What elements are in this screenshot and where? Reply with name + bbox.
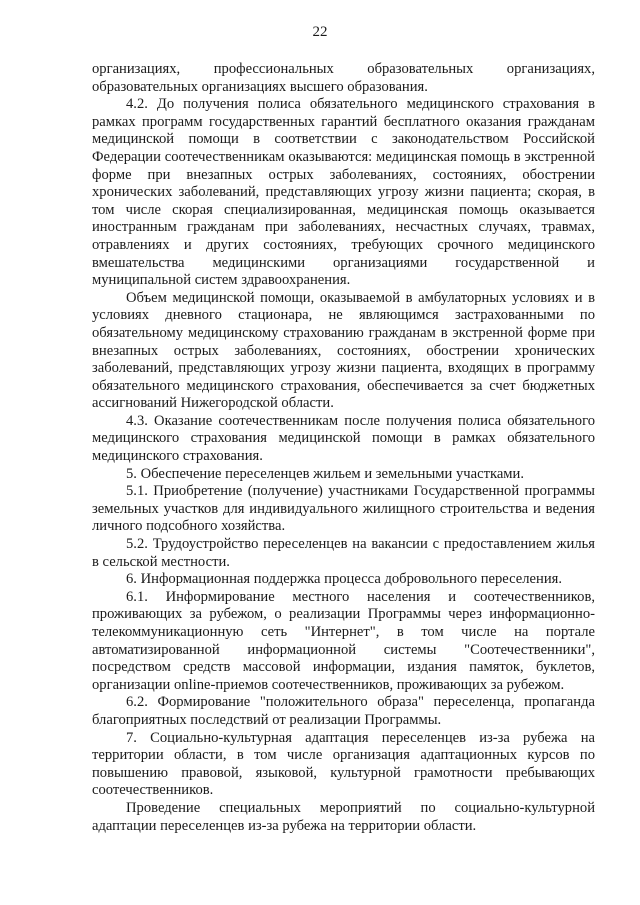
paragraph-6: 6. Информационная поддержка процесса добровольного переселения.: [126, 571, 563, 588]
paragraph-5-1: 5.1. Приобретение (получение) участниками Государственной программы земельных участков для индивидуального жилищного строительства и ведения личного подсобного хозяйства.: [92, 483, 595, 535]
paragraph-special-events: Проведение специальных мероприятий по социально-культурной адаптации переселенцев из-за рубежа на территории области.: [92, 799, 595, 834]
paragraph-5-2: 5.2. Трудоустройство переселенцев на вакансии с предоставлением жилья в сельской местности.: [92, 536, 595, 570]
page-number: 22: [312, 24, 328, 40]
document-body: [92, 61, 595, 835]
paragraph-continuation: организациях, профессиональных образовательных организациях, образовательных организациях высшего образования.: [92, 61, 595, 95]
paragraph-6-2: 6.2. Формирование "положительного образа" переселенца, пропаганда благоприятных последствий от реализации Программы.: [92, 694, 595, 728]
paragraph-4-3: 4.3. Оказание соотечественникам после получения полиса обязательного медицинского страхования медицинской помощи в рамках обязательного медицинского страхования.: [92, 412, 595, 465]
paragraph-5: 5. Обеспечение переселенцев жильем и земельными участками.: [126, 465, 524, 482]
paragraph-medical-volume: Объем медицинской помощи, оказываемой в амбулаторных условиях и в условиях дневного стационара, не являющимся застрахованными по обязательному медицинскому страхованию гражданам в экстренной форме при внезапных острых заболеваниях, состояниях, обострении хронических заболеваний, представляющих угрозу жизни пациента, входящих в программу обязательного медицинского страхования, обеспечивается за счет бюджетных ассигнований Нижегородской области.: [92, 289, 595, 412]
paragraph-6-1: 6.1. Информирование местного населения и соотечественников, проживающих за рубежом, о реализации Программы через информационно-телекоммуникационную сеть "Интернет", в том числе на портале автоматизированной информационной системы "Соотечественники", посредством средств массовой информации, издания памяток, буклетов, организации online-приемов соотечественников, проживающих за рубежом.: [92, 588, 595, 693]
paragraph-7: 7. Социально-культурная адаптация переселенцев из-за рубежа на территории области, в том числе организация адаптационных курсов по повышению правовой, языковой, культурной грамотности пребывающих соотечественников.: [92, 729, 595, 799]
paragraph-4-2: 4.2. До получения полиса обязательного медицинского страхования в рамках программ государственных гарантий бесплатного оказания гражданам медицинской помощи в соответствии с законодательством Российской Федерации соотечественникам оказываются: медицинская помощь в экстренной форме при внезапных острых заболеваниях, состояниях, обострении хронических заболеваний, представляющих угрозу жизни пациента; скорая, в том числе скорая специализированная, медицинская помощь оказывается иностранным гражданам при заболеваниях, несчастных случаях, травмах, отравлениях и других состояниях, требующих срочного медицинского вмешательства медицинскими организациями государственной и муниципальной систем здравоохранения.: [92, 96, 595, 289]
